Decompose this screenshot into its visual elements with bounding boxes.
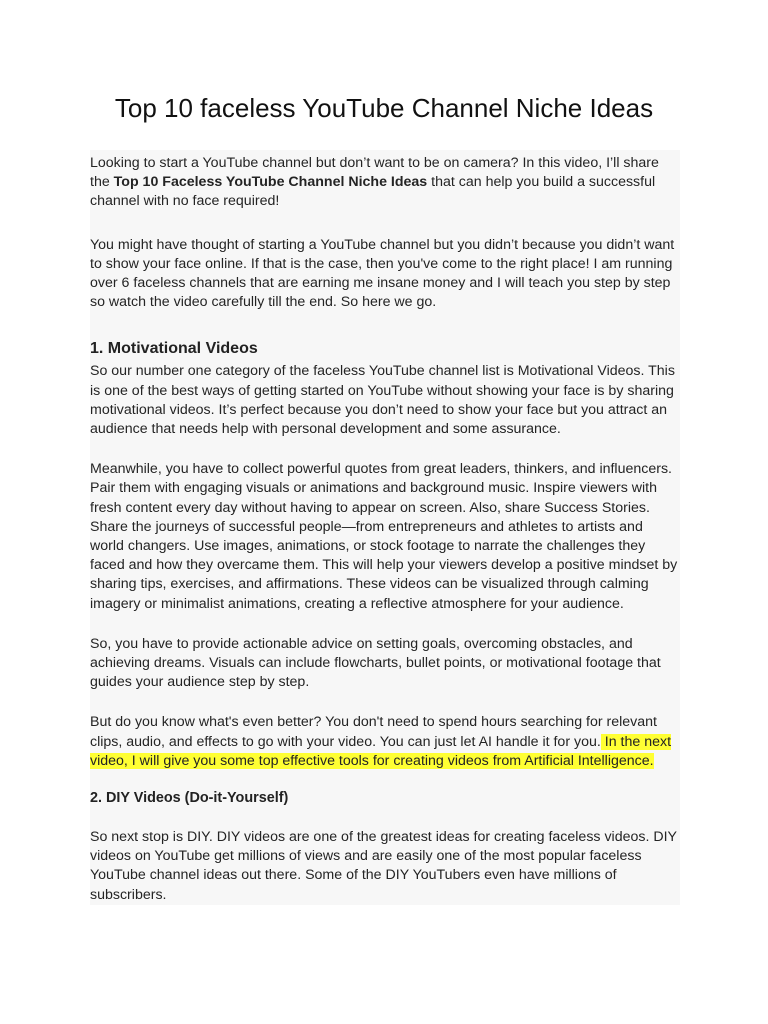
section-1-paragraph-3: So, you have to provide actionable advice on setting goals, overcoming obstacles, and achieving dreams. Visuals can include flowcharts, bullet points, or motivational footage that guides your audience step by step. bbox=[90, 635, 661, 691]
spacer bbox=[90, 614, 680, 635]
paragraph-2: You might have thought of starting a YouTube channel but you didn’t because you didn’t want to show your face online. If that is the case, then you've come to the right place! I am running over 6 faceless channels that are earning me insane money and I will teach you step by step so watch the video carefully till the end. So here we go. bbox=[90, 236, 675, 311]
document-title: Top 10 faceless YouTube Channel Niche Ideas bbox=[114, 93, 654, 123]
section-1-closing-paragraph bbox=[90, 713, 680, 771]
section-2-paragraph: So next stop is DIY. DIY videos are one of the greatest ideas for creating faceless videos. DIY videos on YouTube get millions of views and are easily one of the most popular faceless YouTube channel ideas out there. Some of the DIY YouTubers even have millions of subscribers. bbox=[90, 829, 677, 903]
highlighted-text: In the next video, I will give you some top effective tools for creating videos from Artificial Intelligence. bbox=[90, 733, 672, 769]
intro-text-start: Looking to start a YouTube channel but don’t want to be on camera? In this video, I’ll share the bbox=[90, 155, 659, 191]
section-1-paragraph-1: So our number one category of the faceless YouTube channel list is Motivational Videos. This is one of the best ways of getting started on YouTube without showing your face is by sharing motivational videos. It’s perfect because you don’t need to show your face but you attract an audience that needs help with personal development and some assurance. bbox=[90, 363, 675, 438]
section-1-paragraph-2: Meanwhile, you have to collect powerful quotes from great leaders, thinkers, and influencers. Pair them with engaging visuals or animations and background music. Inspire viewers with fresh content every day without having to appear on screen. Also, share Success Stories. Share the journeys of successful people—from entrepreneurs and athletes to artists and world changers. Use images, animations, or stock footage to narrate the challenges they faced and how they overcame them. This will help your viewers develop a positive mindset by sharing tips, exercises, and affirmations. These videos can be visualized through calming imagery or minimalist animations, creating a reflective atmosphere for your audience. bbox=[90, 461, 678, 612]
spacer bbox=[90, 771, 680, 788]
intro-text-end: that can help you build a successful channel with no face required! bbox=[90, 174, 656, 210]
spacer bbox=[90, 439, 680, 460]
section-2-heading: 2. DIY Videos (Do-it-Yourself) bbox=[90, 790, 289, 807]
spacer bbox=[90, 692, 680, 713]
document-body bbox=[90, 150, 680, 905]
intro-paragraph bbox=[90, 150, 680, 212]
spacer bbox=[90, 312, 680, 338]
section-1-heading: 1. Motivational Videos bbox=[90, 340, 258, 358]
spacer bbox=[90, 808, 680, 828]
spacer bbox=[90, 212, 680, 236]
closing-plain-text: But do you know what's even better? You don't need to spend hours searching for relevant clips, audio, and effects to go with your video. You can just let AI handle it for you. bbox=[90, 714, 657, 750]
intro-bold-phrase: Top 10 Faceless YouTube Channel Niche Ideas bbox=[113, 174, 428, 191]
